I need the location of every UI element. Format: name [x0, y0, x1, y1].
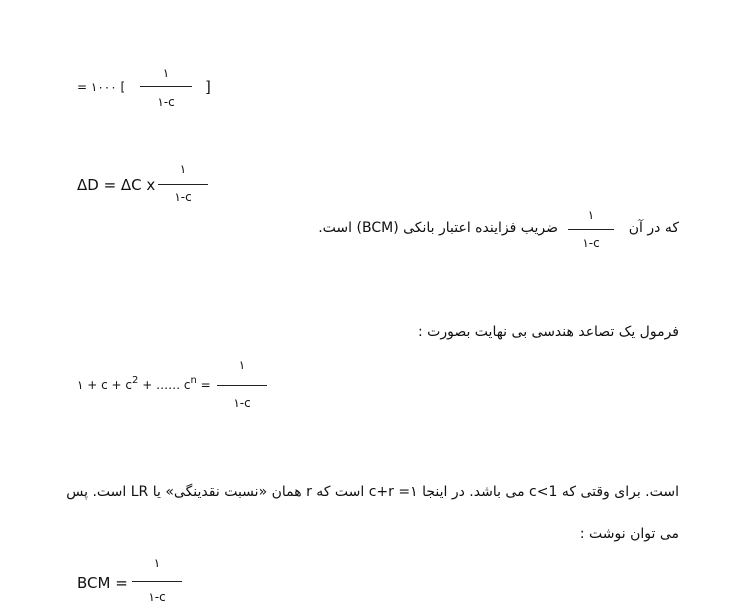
- eq1-denominator: ۱-c: [157, 95, 175, 109]
- series-base: ۱ + c + c: [77, 378, 133, 392]
- bcm-suffix: ضریب فزاینده اعتبار بانکی (BCM) است.: [318, 220, 558, 236]
- paragraph-line-1: است. برای وقتی که c<1 می باشد. در اینجا ۱= c+r است که r همان «نسبت نقدینگی» یا LR است. پس: [66, 484, 679, 500]
- eq2-numerator: ۱: [179, 162, 187, 176]
- eq1-numerator: ۱: [162, 66, 170, 80]
- series-exponent-n: n: [190, 375, 197, 386]
- final-numerator: ۱: [153, 556, 161, 570]
- series-intro: فرمول یک تصاعد هندسی بی نهایت بصورت :: [417, 324, 679, 340]
- series-mid: + …… c: [138, 378, 191, 392]
- eq1-fraction-bar: [140, 86, 192, 87]
- bcm-denominator: ۱-c: [582, 236, 600, 250]
- eq1-close-bracket: ]: [205, 78, 211, 96]
- bcm-fraction-bar: [568, 229, 614, 230]
- eq1-lhs: = ۱۰۰۰ [: [77, 80, 126, 94]
- series-lhs: [77, 375, 211, 392]
- bcm-numerator: ۱: [587, 208, 595, 222]
- series-numerator: ۱: [238, 358, 246, 372]
- series-exponent-2: 2: [132, 375, 139, 386]
- eq2-denominator: ۱-c: [174, 190, 192, 204]
- series-equals: =: [196, 378, 211, 392]
- series-fraction-bar: [217, 385, 267, 386]
- final-denominator: ۱-c: [148, 590, 166, 604]
- paragraph-line-2: می توان نوشت :: [579, 526, 679, 542]
- eq2-fraction-bar: [158, 184, 208, 185]
- final-lhs: BCM =: [77, 574, 128, 592]
- series-denominator: ۱-c: [233, 396, 251, 410]
- eq2-lhs: ΔD = ΔC x: [77, 176, 156, 194]
- final-fraction-bar: [132, 581, 182, 582]
- bcm-prefix: که در آن: [628, 220, 679, 236]
